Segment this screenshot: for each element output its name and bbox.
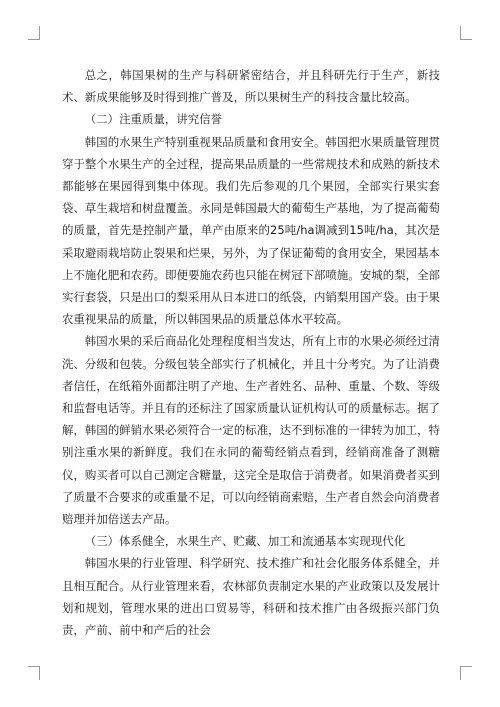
section-heading-system: （三）体系健全，水果生产、贮藏、加工和流通基本实现现代化: [84, 534, 406, 549]
document-body: [62, 64, 440, 641]
paragraph-industry-management: 韩国水果的行业管理、科学研究、技术推广和社会化服务体系健全，并且相互配合。从行业管理来看，农林部负责制定水果的产业政策以及发展计划和规划，管理水果的进出口贸易等，科研和技术推广由各级振兴部门负责，产前、前中和产后的社会: [62, 556, 440, 638]
crop-mark-top-right: [460, 26, 472, 40]
section-heading-quality: （二）注重质量，讲究信誉: [84, 112, 223, 127]
crop-mark-bottom-right: [460, 666, 472, 680]
paragraph-quality-safety: 韩国的水果生产特别重视果品质量和食用安全。韩国把水果质量管理贯穿于整个水果生产的全过程，提高果品质量的一些常规技术和成熟的新技术都能够在果园得到集中体现。我们先后参观的几个果园，全部实行果实套袋、草生栽培和树盘覆盖。永同是韩国最大的葡萄生产基地，为了提高葡萄的质量，首先是控制产量，单产由原来的25吨/ha调减到15吨/ha，其次是采取避雨栽培防止裂果和烂果，另外，为了保证葡萄的食用安全，果园基本上不施化肥和农药。即便要施农药也只能在树冠下部喷施。安城的梨，全部实行套袋，只是出口的梨采用从日本进口的纸袋，内销梨用国产袋。由于果农重视果品的质量，所以韩国果品的质量总体水平较高。: [62, 134, 440, 327]
crop-mark-bottom-left: [28, 666, 40, 680]
paragraph-postharvest: 韩国水果的采后商品化处理程度相当发达，所有上市的水果必须经过清洗、分级和包装。分级包装全部实行了机械化，并且十分考究。为了让消费者信任，在纸箱外面都注明了产地、生产者姓名、品种、重量、个数、等级和监督电话等。并且有的还标注了国家质量认证机构认可的质量标志。据了解，韩国的鲜销水果必须符合一定的标准，达不到标准的一律转为加工，特别注重水果的新鲜度。我们在永同的葡萄经销点看到，经销商准备了测糖仪，购买者可以自己测定含糖量，这完全是取信于消费者。如果消费者买到了质量不合要求的或重量不足，可以向经销商索赔，生产者自然会向消费者赔理并加倍送去产品。: [62, 334, 440, 527]
paragraph-summary: 总之，韩国果树的生产与科研紧密结合，并且科研先行于生产，新技术、新成果能够及时得到推广普及，所以果树生产的科技含量比较高。: [62, 68, 440, 105]
crop-mark-top-left: [28, 26, 40, 40]
